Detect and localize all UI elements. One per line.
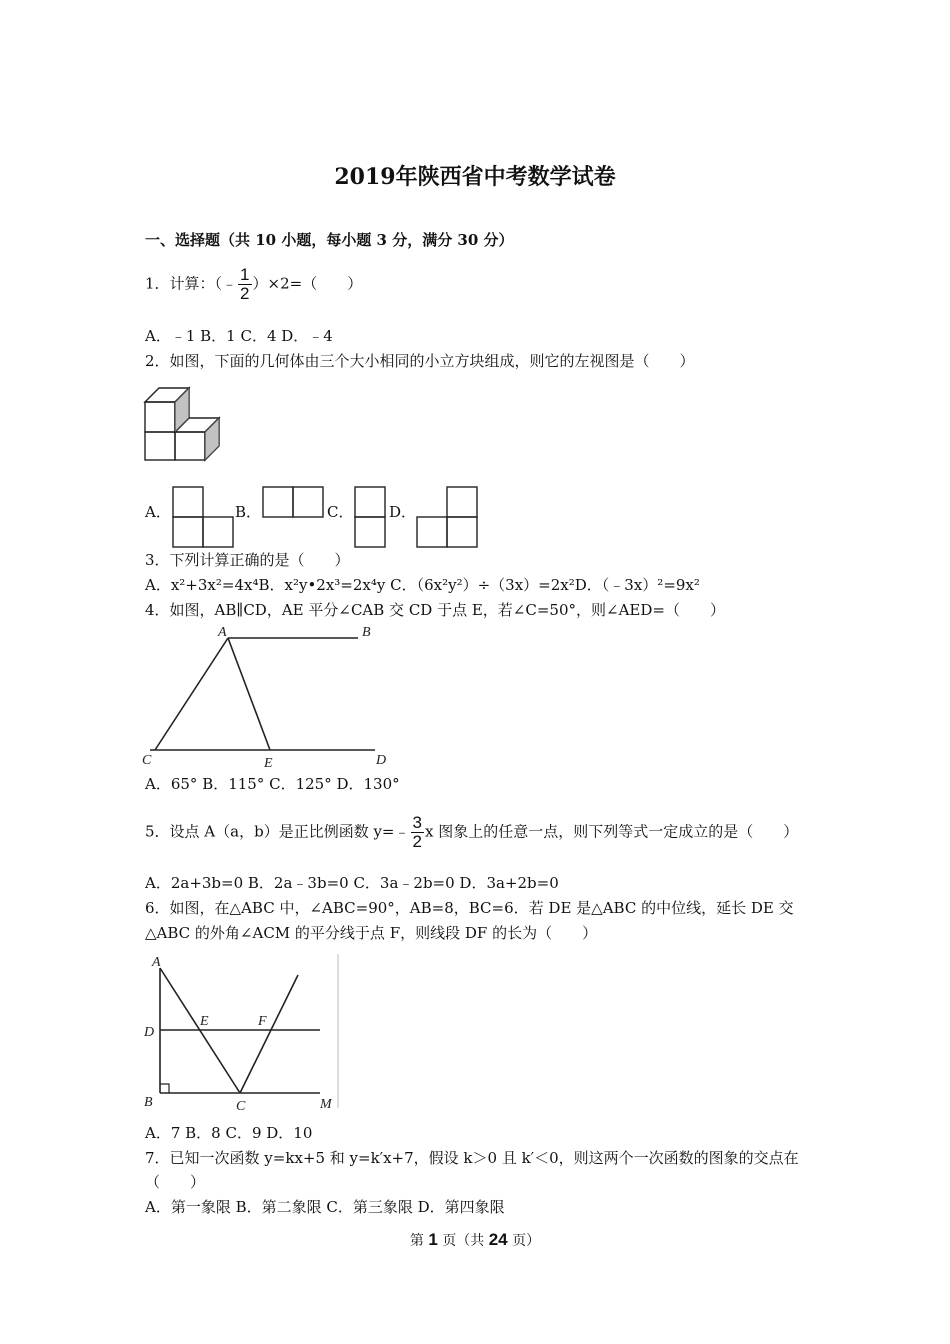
footer-total-pages: 24 <box>488 1230 508 1249</box>
question-6-stem-line-2: △ABC 的外角∠ACM 的平分线于点 F，则线段 DF 的长为（ ） <box>145 924 598 942</box>
page-footer <box>0 1230 950 1250</box>
q5-suffix: x 图象上的任意一点，则下列等式一定成立的是（ ） <box>424 822 799 841</box>
page-title: 2019年陕西省中考数学试卷 <box>334 164 616 190</box>
q4-label-b: B <box>362 625 371 640</box>
q4-label-c: C <box>142 753 152 768</box>
q6-label-b: B <box>144 1095 153 1110</box>
q4-label-a: A <box>218 625 227 640</box>
q4-parallel-lines-figure <box>140 622 390 772</box>
question-5-options: A．2a+3b=0 B．2a﹣3b=0 C．3a﹣2b=0 D．3a+2b=0 <box>145 874 559 892</box>
section-heading: 一、选择题（共 10 小题，每小题 3 分，满分 30 分） <box>145 231 514 249</box>
q1-frac-numerator: 1 <box>240 265 250 284</box>
q1-prefix: 1．计算：（﹣ <box>145 274 238 293</box>
q6-label-f: F <box>258 1014 267 1029</box>
q2-option-d-figure <box>416 486 478 548</box>
q2-option-b-label: B． <box>235 503 262 521</box>
question-2-stem: 2．如图，下面的几何体由三个大小相同的小立方块组成，则它的左视图是（ ） <box>145 352 695 370</box>
footer-page-number: 1 <box>428 1230 438 1249</box>
q2-option-a-label: A． <box>145 503 171 521</box>
question-6-stem-line-1: 6．如图，在△ABC 中，∠ABC=90°，AB=8，BC=6．若 DE 是△ABC 的中位线，延长 DE 交 <box>145 899 794 917</box>
q1-suffix: ）×2=（ ） <box>252 274 363 293</box>
q4-label-e: E <box>264 756 273 771</box>
q2-cube-solid-figure <box>143 382 223 464</box>
q5-frac-numerator: 3 <box>412 813 422 832</box>
q6-triangle-figure <box>140 950 345 1115</box>
q2-option-d-label: D． <box>389 503 417 521</box>
question-6-options: A．7 B．8 C．9 D．10 <box>145 1124 313 1142</box>
question-1-options: A．﹣1 B．1 C．4 D．﹣4 <box>145 327 333 345</box>
question-7-stem-line-2: （ ） <box>145 1173 206 1191</box>
q1-frac-denominator: 2 <box>240 284 250 303</box>
footer-suffix: 页） <box>512 1233 541 1249</box>
q2-option-b-figure <box>262 486 324 518</box>
q5-prefix: 5．设点 A（a，b）是正比例函数 y=﹣ <box>145 822 410 841</box>
question-3-stem: 3．下列计算正确的是（ ） <box>145 551 350 569</box>
footer-prefix: 第 <box>409 1233 424 1249</box>
footer-middle: 页（共 <box>442 1233 485 1249</box>
q1-fraction <box>238 266 251 303</box>
q2-option-c-label: C． <box>327 503 354 521</box>
q5-frac-denominator: 2 <box>412 832 422 851</box>
question-1-stem <box>145 266 362 303</box>
question-7-stem-line-1: 7．已知一次函数 y=kx+5 和 y=k′x+7，假设 k＞0 且 k′＜0，则这两个一次函数的图象的交点在 <box>145 1149 799 1167</box>
q6-label-m: M <box>320 1097 332 1112</box>
q5-fraction <box>411 814 424 851</box>
q6-label-d: D <box>144 1025 155 1040</box>
q6-label-a: A <box>152 955 161 970</box>
question-4-stem: 4．如图，AB∥CD，AE 平分∠CAB 交 CD 于点 E，若∠C=50°，则∠AED=（ ） <box>145 601 725 619</box>
q2-option-a-figure <box>172 486 234 548</box>
question-7-options: A．第一象限 B．第二象限 C．第三象限 D．第四象限 <box>145 1198 505 1216</box>
question-4-options: A．65° B．115° C．125° D．130° <box>145 775 400 793</box>
question-5-stem <box>145 814 798 851</box>
q4-label-d: D <box>376 753 387 768</box>
q2-option-c-figure <box>354 486 386 548</box>
q6-label-c: C <box>236 1099 246 1114</box>
q6-label-e: E <box>200 1014 209 1029</box>
question-3-options: A．x²+3x²=4x⁴B．x²y•2x³=2x⁴y C．（6x²y²）÷（3x）=2x²D．（﹣3x）²=9x² <box>145 576 700 594</box>
